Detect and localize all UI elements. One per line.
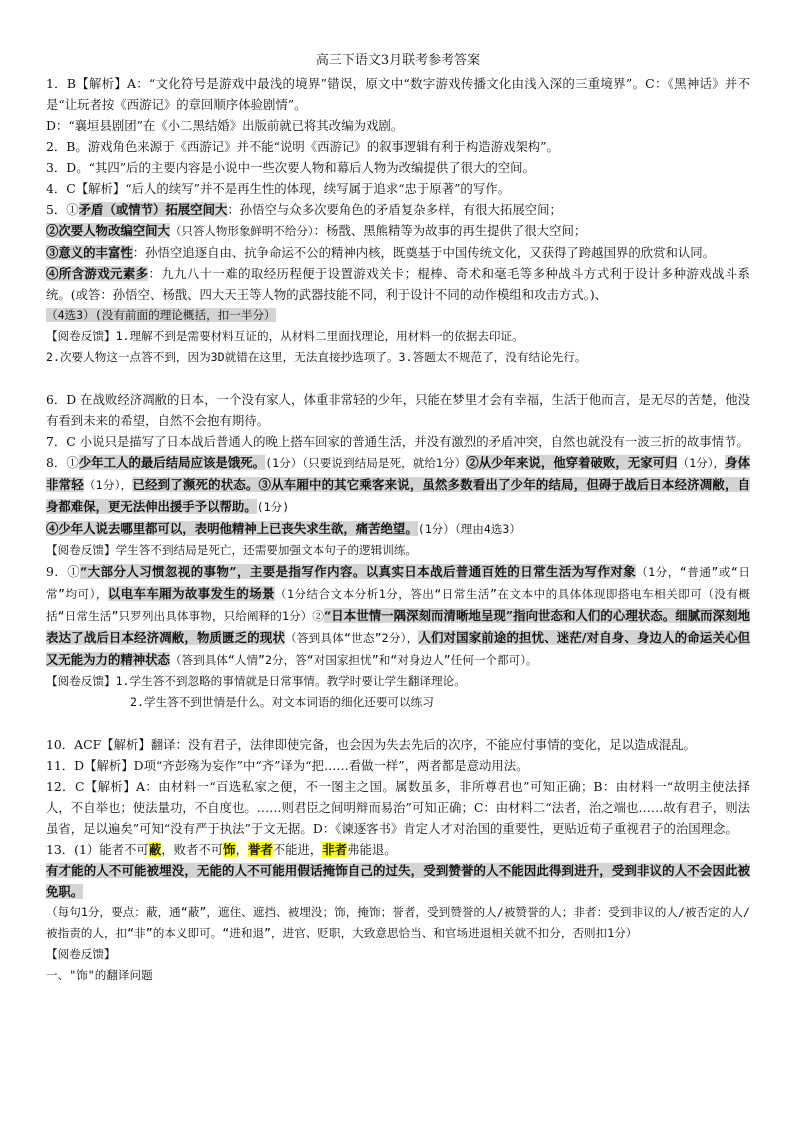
- spacer: [46, 368, 750, 389]
- answer-8-point-4: 已经到了濒死的状态。③从车厢中的其它乘客来说，虽然多数看出了少年的结局，但碍于战后日本经济凋敝，自身都难保，更无法伸出援手予以帮助。: [46, 477, 751, 514]
- answer-13-mid-1: ，败者不可: [161, 842, 224, 857]
- answer-8-score-4: (1分): [256, 500, 290, 514]
- answer-5-point-1-text: ：孙悟空与众多次要角色的矛盾复杂多样，有很大拓展空间；: [227, 202, 562, 217]
- feedback-9-line-2: 2.学生答不到世情是什么。对文本词语的细化还要可以练习: [130, 695, 434, 709]
- answer-8-score-2: （1分），: [677, 456, 726, 470]
- answer-3: 3．D。“其四”后的主要内容是小说中一些次要人物和幕后人物为改编提供了很大的空间。: [46, 160, 535, 175]
- answer-8-score-1: (1分）（只要说到结局是死，就给1分）: [265, 456, 467, 470]
- answer-5-point-2-title: ②次要人物改编空间大: [46, 223, 170, 238]
- answer-10: 10．ACF【解析】翻译：没有君子，法律即使完备，也会因为失去先后的次序，不能应付事情的变化，足以造成混乱。: [46, 737, 696, 752]
- answer-5-point-3-text: ：孙悟空追逐自由、抗争命运不公的精神内核，既奠基于中国传统文化，又获得了跨越国界的欣赏和认同。: [132, 245, 716, 260]
- answer-8: [46, 452, 750, 518]
- answer-5-number: 5．①: [46, 202, 79, 217]
- answer-13-scoring-note: （每句1分，要点：蔽，通“蔽”，遮住、遮挡、被埋没；饰，掩饰；誉者，受到赞誉的人/被赞誉的人；非者：受到非议的人/被否定的人/被指责的人，扣“非”的本义即可。“进和退”，进官、贬职，大致意思恰当、和官场进退相关就不扣分，否则扣1分）: [46, 905, 750, 940]
- answer-8-score-5: (1分）（理由4选3）: [417, 522, 521, 536]
- answer-9: [46, 561, 750, 671]
- answer-13-mid-4: 弗能退。: [347, 842, 397, 857]
- answer-8-point-5-line: [46, 518, 750, 540]
- answer-13-keyword-1: 蔽: [148, 842, 162, 857]
- answer-9-score-1: （1分，“普通”或“日常”均可），: [46, 565, 750, 601]
- answer-11: 11．D【解析】D项“齐彭殇为妄作”中“齐”译为“把……看做一样”，两者都是意动用法。: [46, 758, 529, 773]
- feedback-8: 【阅卷反馈】学生答不到结局是死亡，还需要加强文本句子的逻辑训练。: [46, 543, 418, 557]
- document-title: 高三下语文3月联考参考答案: [315, 53, 481, 68]
- answer-5-point-1: [46, 199, 750, 220]
- answer-8-number: 8．①: [46, 455, 79, 470]
- answer-5-point-2-text: ：杨戬、黑熊精等为故事的再生提供了很大空间；: [313, 223, 587, 238]
- answer-1-line-2: D：“襄垣县剧团”在《小二黑结婚》出版前就已将其改编为戏剧。: [46, 118, 404, 133]
- answer-5-point-1-title: 矛盾（或情节）拓展空间大: [78, 202, 228, 217]
- answer-5-point-4: [46, 263, 750, 305]
- answer-13-keyword-3: 誉者: [247, 842, 273, 857]
- answer-9-score-4: （答到具体“人情”2分，答“对国家担忧”和“对身边人”任何一个都可）。: [169, 653, 538, 667]
- answer-13-keyword-4: 非者: [322, 842, 348, 857]
- feedback-5-line-1: 【阅卷反馈】1.理解不到是需要材料互证的，从材料二里面找理论，用材料一的依据去印证。: [46, 329, 524, 343]
- answer-5-scoring-text: （4选3）(没有前面的理论概括，扣一半分）: [46, 308, 276, 322]
- answer-4: 4．C【解析】“后人的续写”并不是再生性的体现，续写属于追求“忠于原著”的写作。: [46, 181, 510, 196]
- answer-8-score-3: （1分），: [83, 478, 133, 492]
- answer-5-scoring: [46, 305, 750, 326]
- answer-13-keyword-2: 饰: [223, 842, 236, 857]
- answer-13-prefix: 13．(1）能者不可: [46, 842, 149, 857]
- answer-5-point-4-title: ④所含游戏元素多: [46, 266, 149, 281]
- answer-5-point-2-note: （只答人物形象鲜明不给分）: [169, 224, 314, 238]
- answer-7: 7．C 小说只是描写了日本战后普通人的晚上搭车回家的普通生活，并没有激烈的矛盾冲突，自然也就没有一波三折的故事情节。: [46, 434, 749, 449]
- answer-8-point-1: 少年工人的最后结局应该是饿死。: [78, 455, 266, 470]
- answer-8-point-3: 身体非常轻: [46, 455, 751, 492]
- answer-1-line-1: 1．B【解析】A：“文化符号是游戏中最浅的境界”错误，原文中“数字游戏传播文化由浅入深的三重境界”。C：《黑神话》并不是“让玩者按《西游记》的章回顺序体验剧情”。: [46, 76, 750, 112]
- answer-12: 12．C【解析】A：由材料一“百选私家之便，不一图主之国。属数虽多，非所尊君也”可知正确；B：由材料一“故明主使法择人，不自举也；使法量功，不自度也。……则君臣之间明辩而易治”可知正确；C：由材料二“法者，治之端也……故有君子，则法虽省，足以遍矣”可知“没有严于执法”于文无据。D：《谏逐客书》肯定人才对治国的重要性，更贴近荀子重视君子的治国理念。: [46, 779, 750, 836]
- answer-13-mid-2: ，: [235, 842, 248, 857]
- answer-13-mid-3: 不能进，: [272, 842, 323, 857]
- answer-2: 2．B。游戏角色来源于《西游记》并不能“说明《西游记》的叙事逻辑有利于构造游戏架构”。: [46, 139, 559, 154]
- answer-13-original: [46, 839, 750, 860]
- answer-9-number: 9．①: [46, 564, 81, 579]
- answer-13-translation-text: 有才能的人不可能被埋没，无能的人不可能用假话掩饰自己的过失，受到赞誉的人不能因此得到进升，受到非议的人不会因此被免职。: [46, 863, 750, 899]
- answer-6: 6．D 在战败经济凋敝的日本，一个没有家人，体重非常轻的少年，只能在梦里才会有幸福，生活于他而言，是无尽的苦楚，他没有看到未来的希望，自然不会抱有期待。: [46, 392, 750, 428]
- feedback-9-line-1: 【阅卷反馈】1.学生答不到忽略的事情就是日常事情。教学时要让学生翻译理论。: [46, 674, 466, 688]
- answer-5-point-3: [46, 242, 750, 263]
- answer-5-point-4-text: ：九九八十一难的取经历程便于设置游戏关卡；棍棒、奇术和毫毛等多种战斗方式利于设计多种游戏战斗系统。(或答：孙悟空、杨戬、四大天王等人物的武器技能不同，利于设计不同的动作模组和攻击方式。)、: [46, 266, 751, 302]
- answer-13-translation: [46, 860, 750, 902]
- answer-5-point-2: [46, 220, 750, 242]
- answer-9-score-3: （答到具体“世态”2分），: [285, 631, 419, 645]
- feedback-5-line-2: 2.次要人物这一点答不到，因为3D就错在这里，无法直接抄选项了。3.答题太不规范了，没有结论先行。: [46, 350, 587, 364]
- feedback-13-item-1: 一、"饰"的翻译问题: [46, 968, 153, 982]
- answer-9-point-2: 以电车车厢为故事发生的场景: [107, 586, 275, 601]
- answer-9-score-2: （1分结合文本分析1分，答出“日常生活”在文本中的具体体现即搭电车相关即可（没有概括“日常生活”只罗列出具体事物，只给阐释的1分）②: [46, 587, 750, 623]
- spacer: [46, 713, 750, 734]
- answer-9-point-4: 人们对国家前途的担忧、迷茫/对自身、身边人的命运关心但又无能为力的精神状态: [46, 630, 750, 667]
- answer-8-point-2: ②从少年来说，他穿着破败，无家可归: [466, 455, 678, 470]
- answer-9-point-3: “日本世情一隅深刻而清晰地呈现”指向世态和人们的心理状态。细腻而深刻地表达了战后日本经济凋敝，物质匮乏的现状: [46, 608, 750, 645]
- answer-9-point-1: “大部分人习惯忽视的事物”，主要是指写作内容。以真实日本战后普通百姓的日常生活为写作对象: [80, 564, 637, 579]
- feedback-13: 【阅卷反馈】: [46, 947, 116, 961]
- answer-5-point-3-title: ③意义的丰富性: [46, 245, 133, 260]
- answer-8-point-5: ④少年人说去哪里都可以，表明他精神上已丧失求生欲，痛苦绝望。: [46, 521, 418, 536]
- answer-document: [46, 50, 750, 986]
